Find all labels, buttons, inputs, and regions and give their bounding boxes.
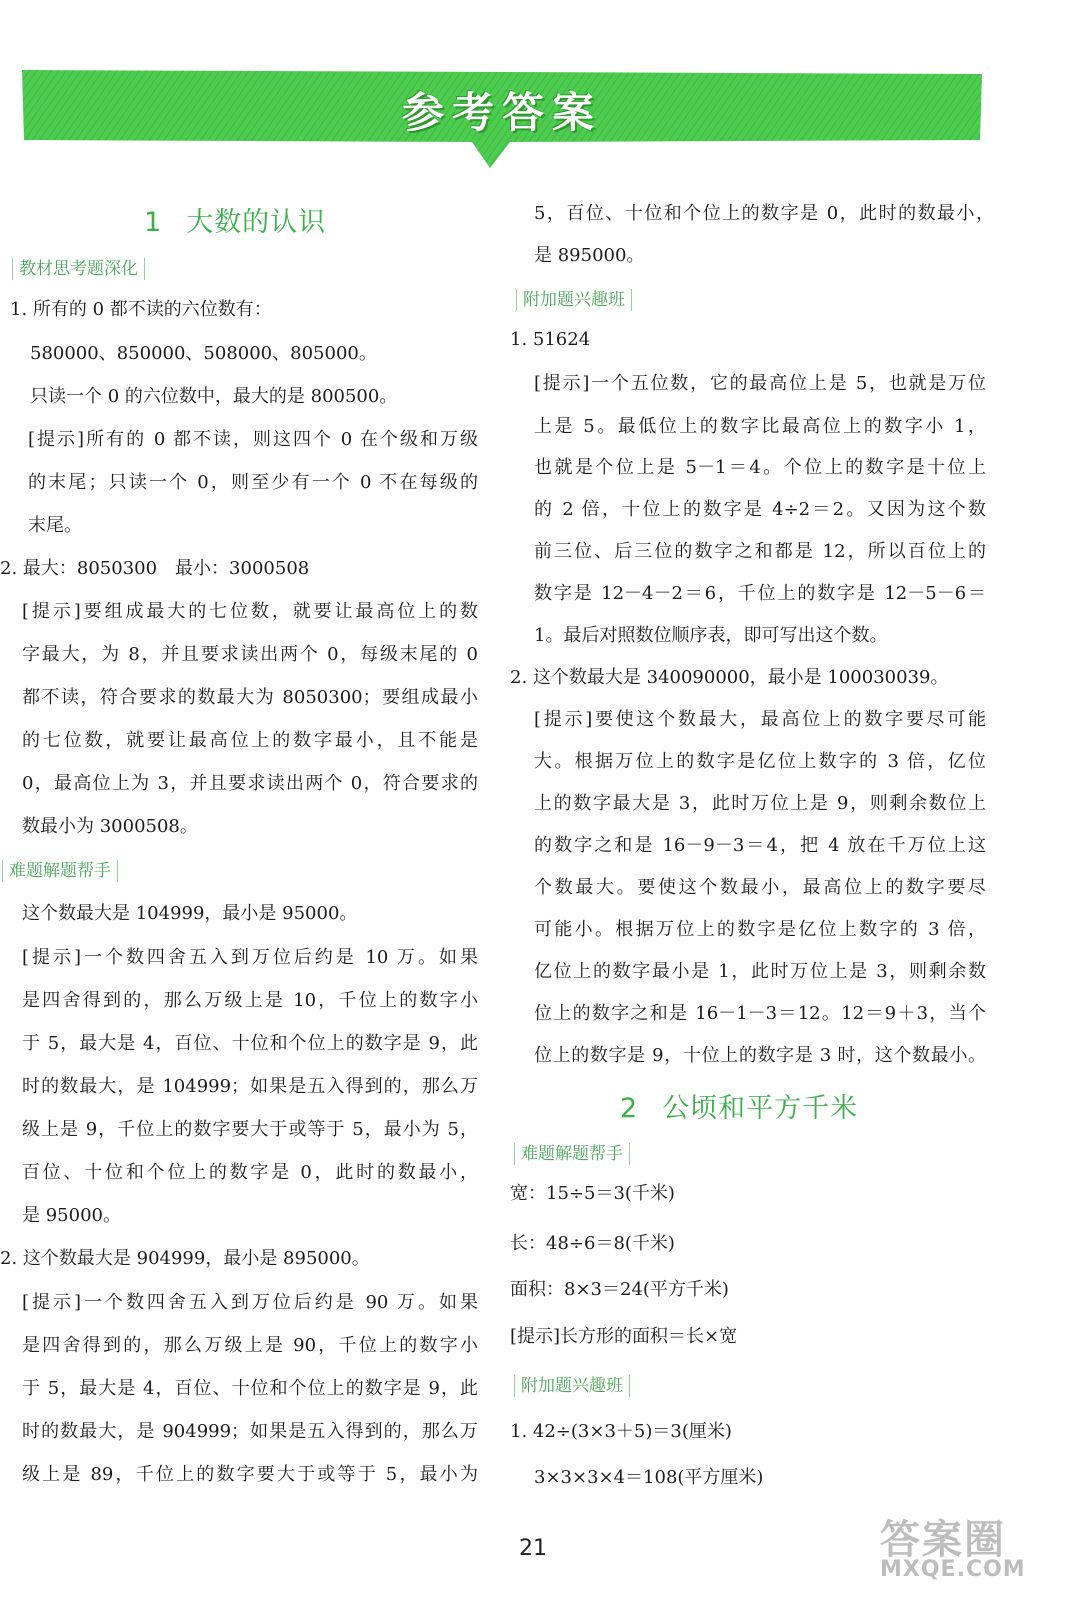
text-line: 的数字之和是 16－9－3＝4，把 4 放在千万位上这 (534, 835, 986, 856)
text-line: [提示]长方形的面积＝长×宽 (510, 1326, 738, 1347)
text-line: 数最小为 3000508。 (22, 816, 198, 837)
section-name: 公顷和平方千米 (662, 1093, 859, 1124)
text-line: 都不读，符合要求的数最大为 8050300；要组成最小 (22, 687, 478, 708)
text-line: 百位、十位和个位上的数字是 0，此时的数最小， (22, 1162, 478, 1183)
text-line: [提示]所有的 0 都不读，则这四个 0 在个级和万级 (28, 429, 478, 450)
page-number: 21 (519, 1536, 547, 1561)
text-line: [提示]要使这个数最大，最高位上的数字要尽可能 (534, 709, 986, 730)
text-line: 是四舍得到的，那么万级上是 10，千位上的数字小 (22, 990, 478, 1011)
text-line: 是 895000。 (534, 245, 645, 266)
text-line: 这个数最大是 104999，最小是 95000。 (22, 903, 358, 924)
text-line: 可能小。根据万位上的数字是亿位上数字的 3 倍， (534, 919, 986, 940)
text-line: 是四舍得到的，那么万级上是 90，千位上的数字小 (22, 1335, 478, 1356)
text-line: 的七位数，就要让最高位上的数字最小，且不能是 (22, 730, 478, 751)
tag-hard-problem-helper: 难题解题帮手 (2, 860, 118, 882)
text-line: 位上的数字是 9，十位上的数字是 3 时，这个数最小。 (534, 1045, 986, 1066)
text-line: 的 2 倍，十位上的数字是 4÷2＝2。又因为这个数 (534, 499, 986, 520)
tag-bonus-interest-class: 附加题兴趣班 (516, 289, 632, 311)
text-line: 级上是 9，千位上的数字要大于或等于 5，最小为 5， (22, 1119, 478, 1140)
text-line: 1. 51624 (510, 329, 591, 350)
text-line: 2. 这个数最大是 904999，最小是 895000。 (0, 1248, 370, 1269)
section-title-1 (144, 200, 326, 239)
text-line: [提示]一个数四舍五入到万位后约是 10 万。如果 (22, 947, 478, 968)
text-line: [提示]要组成最大的七位数，就要让最高位上的数 (22, 601, 478, 622)
text-line: 5，百位、十位和个位上的数字是 0，此时的数最小， (534, 203, 994, 224)
text-line: 上是 5。最低位上的数字比最高位上的数字小 1， (534, 416, 986, 437)
text-line: 长：48÷6＝8(千米) (510, 1233, 675, 1254)
text-line: 亿位上的数字最小是 1，此时万位上是 3，则剩余数 (534, 961, 986, 982)
text-line: 宽：15÷5＝3(千米) (510, 1183, 675, 1204)
watermark-logo (880, 1508, 1050, 1588)
text-line: 级上是 89，千位上的数字要大于或等于 5，最小为 (22, 1464, 478, 1485)
section-name: 大数的认识 (186, 207, 327, 238)
text-line: 2. 这个数最大是 340090000，最小是 100030039。 (510, 667, 949, 688)
tag-bonus-interest-class: 附加题兴趣班 (514, 1375, 630, 1397)
text-line: 时的数最大，是 104999；如果是五入得到的，那么万 (22, 1076, 478, 1097)
tag-hard-problem-helper: 难题解题帮手 (514, 1143, 630, 1165)
text-line: 数字是 12－4－2＝6，千位上的数字是 12－5－6＝ (534, 583, 986, 604)
text-line: 是 95000。 (22, 1205, 121, 1226)
text-line: 的末尾；只读一个 0，则至少有一个 0 不在每级的 (28, 472, 478, 493)
text-line: 个数最大。要使这个数最小，最高位上的数字要尽 (534, 877, 986, 898)
text-line: 2. 最大：8050300 最小：3000508 (0, 558, 310, 579)
text-line: 位上的数字之和是 16－1－3＝12。12＝9＋3，当个 (534, 1003, 986, 1024)
text-line: 580000、850000、508000、805000。 (30, 343, 377, 364)
tag-textbook-deepen: 教材思考题深化 (12, 258, 145, 280)
section-number: 1 (144, 207, 163, 238)
answer-banner (22, 70, 982, 166)
text-line: 于 5，最大是 4，百位、十位和个位上的数字是 9，此 (22, 1378, 478, 1399)
text-line: 3×3×3×4＝108(平方厘米) (534, 1467, 764, 1488)
banner-title: 参考答案 (401, 88, 602, 137)
text-line: 面积：8×3＝24(平方千米) (510, 1279, 729, 1300)
section-number: 2 (620, 1093, 639, 1124)
text-line: 0，最高位上为 3，并且要求读出两个 0，符合要求的 (22, 773, 478, 794)
text-line: 于 5，最大是 4，百位、十位和个位上的数字是 9，此 (22, 1033, 478, 1054)
text-line: 时的数最大，是 904999；如果是五入得到的，那么万 (22, 1421, 478, 1442)
text-line: 字最大，为 8，并且要求读出两个 0，每级末尾的 0 (22, 644, 478, 665)
watermark-text-bottom: MXQE.COM (880, 1557, 1026, 1582)
text-line: 上的数字最大是 3，此时万位上是 9，则剩余数位上 (534, 793, 986, 814)
text-line: 前三位、后三位的数字之和都是 12，所以百位上的 (534, 541, 986, 562)
text-line: 1。最后对照数位顺序表，即可写出这个数。 (534, 625, 888, 646)
text-line: 1. 42÷(3×3＋5)＝3(厘米) (510, 1421, 732, 1442)
text-line: 也就是个位上是 5－1＝4。个位上的数字是十位上 (534, 457, 986, 478)
text-line: 1. 所有的 0 都不读的六位数有： (10, 299, 272, 320)
text-line: 末尾。 (28, 515, 82, 536)
text-line: [提示]一个五位数，它的最高位上是 5，也就是万位 (534, 373, 986, 394)
text-line: 只读一个 0 的六位数中，最大的是 800500。 (30, 386, 398, 407)
section-title-2 (620, 1086, 858, 1125)
text-line: 大。根据万位上的数字是亿位上数字的 3 倍，亿位 (534, 751, 986, 772)
watermark-text-top: 答案圈 (880, 1517, 1006, 1563)
text-line: [提示]一个数四舍五入到万位后约是 90 万。如果 (22, 1292, 478, 1313)
